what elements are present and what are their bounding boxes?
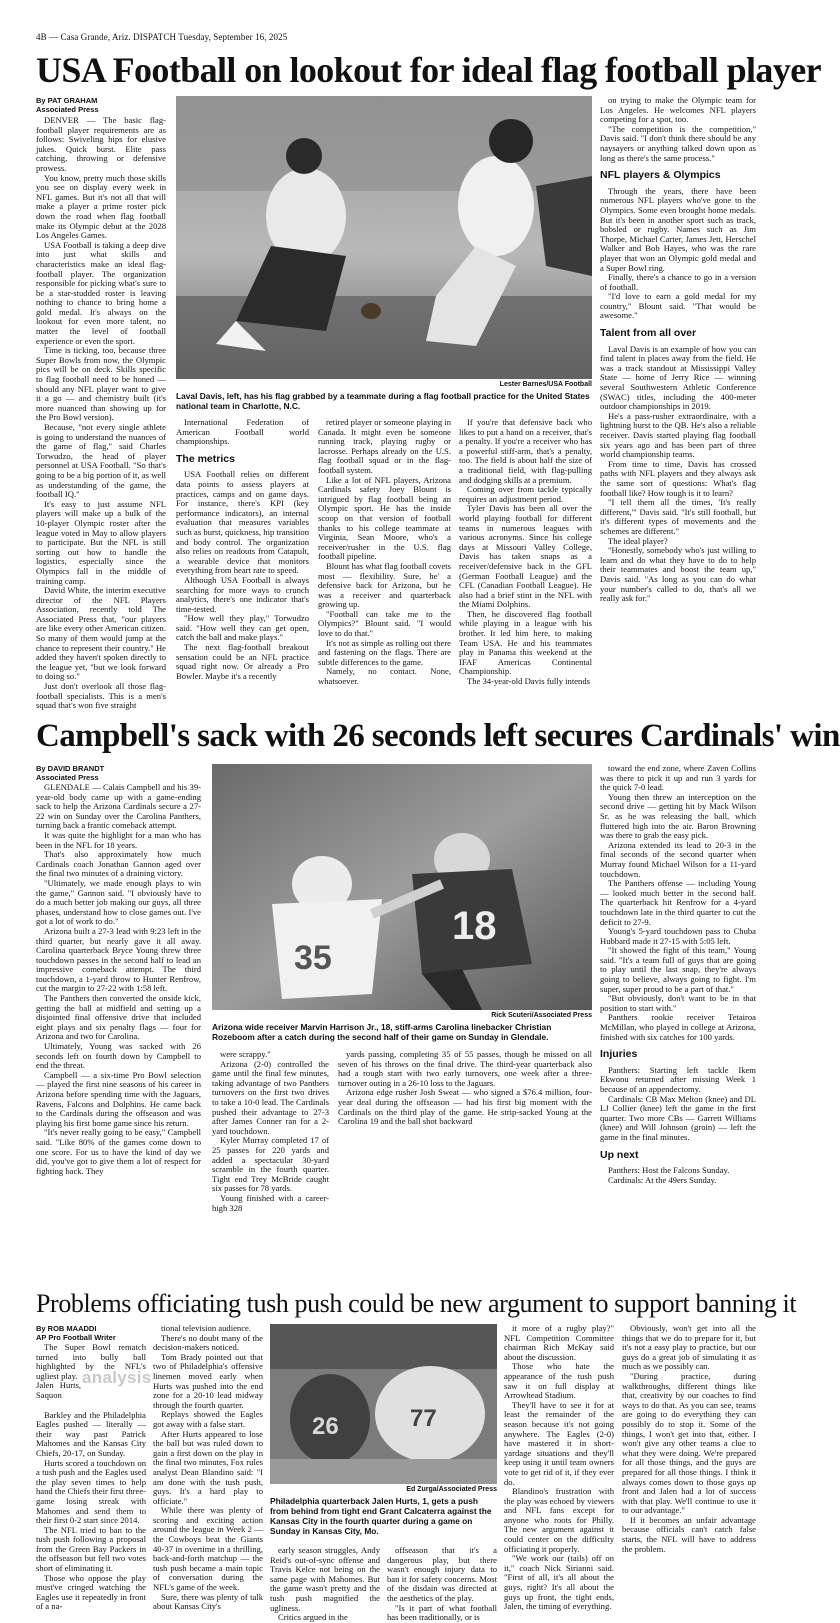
paragraph: If it becomes an unfair advantage because officials can't catch false starts, the NFL will have to address the problem.: [622, 1514, 756, 1554]
paragraph: Laval Davis is an example of how you can find talent in places away from the field. He was a track standout at Mississippi Valley State — home of Jerry Rice — winning several Southwestern Athletic Conference (SWAC) titles, including the 400-meter outdoor championships in 2019.: [600, 343, 756, 412]
paragraph: After Hurts appeared to lose the ball but was ruled down to gain a first down on the play in the final two minutes, Fox rules analyst Dean Blandino said: "I am done with the tush push, guys. It's a hard play to officiate.": [153, 1428, 263, 1506]
paragraph: Because, "not every single athlete is going to understand the nuances of the game of flag," said Charles Torwudzo, the head of player personnel at USA Football. "So that's going to be a big portion of it, as well as understanding of the game, the football IQ.": [36, 422, 166, 500]
paragraph: International Federation of American Football world championships.: [176, 417, 309, 447]
paragraph: The Panthers then converted the onside kick, getting the ball at midfield and setting up a disjointed final offensive drive that included eight plays and six penalty flags — four for Arizona and two for Carolina.: [36, 993, 201, 1042]
paragraph: Cardinals: CB Max Melton (knee) and DL LJ Collier (knee) left the game in the first quarter. Two more CBs — Garrett Williams (knee) and Will Johnson (groin) — left the game in the final minutes.: [600, 1093, 756, 1142]
paragraph: Panthers: Starting left tackle Ikem Ekwonu returned after missing Week 1 because of an appendectomy.: [600, 1064, 756, 1094]
paragraph: offseason that it's a dangerous play, but there wasn't enough injury data to ban it for safety concerns. Most of the disdain was directed at the aesthetics of the play.: [387, 1545, 497, 1603]
story1-column-5-bottom: [600, 345, 756, 604]
svg-text:26: 26: [312, 1413, 339, 1440]
paragraph: GLENDALE — Calais Campbell and his 39-year-old body came up with a game-ending sack to help the Arizona Cardinals secure a 27-22 win on Sunday over the Carolina Panthers, turning back a frantic comeback attempt.: [36, 782, 201, 831]
story1-column-1: [36, 116, 166, 712]
story2-photo-credit: Rick Scuteri/Associated Press: [491, 1012, 592, 1019]
paragraph: on trying to make the Olympic team for Los Angeles. He welcomes NFL players competing for a spot, too.: [600, 95, 756, 125]
story3-byline-org: AP Pro Football Writer: [36, 1333, 116, 1342]
paragraph: Those who hate the appearance of the tush push saw it on full display at Arrowhead Stadium.: [504, 1361, 614, 1401]
story2-column-4-up-next: [600, 1166, 756, 1185]
svg-text:18: 18: [452, 904, 497, 948]
story2-photo-illustration: [212, 764, 592, 1010]
paragraph: Kyler Murray completed 17 of 25 passes for 220 yards and added a spectacular 30-yard scramble in the fourth quarter. Tight end Trey McBride caught six passes for 78 yards.: [212, 1135, 329, 1194]
story1-headline: USA Football on lookout for ideal flag football player: [36, 50, 821, 90]
story1-column-5-top: [600, 96, 756, 163]
story3-column-5: [504, 1324, 614, 1614]
paragraph: Young's 5-yard touchdown pass to Chuba Hubbard made it 27-15 with 5:05 left.: [600, 926, 756, 946]
story3-analysis-kicker: analysis: [82, 1368, 152, 1387]
story1-byline: [36, 96, 166, 114]
paragraph: toward the end zone, where Zaven Collins was there to pick it up and run 3 yards for the quick 7-0 lead.: [600, 763, 756, 793]
paragraph: The NFL tried to ban to the tush push following a proposal from the Green Bay Packers in the offseason but fell two votes short of eliminating it.: [36, 1524, 146, 1574]
paragraph: From time to time, Davis has crossed paths with NFL players and they always ask the same sort of questions: What's flag football like? How tough is it to learn?: [600, 458, 756, 498]
paragraph: DENVER — The basic flag-football player requirements are as follows: Swiveling hips for elusive jukes. Quick burst. Elite pass catching, throwing or defensive prowess.: [36, 115, 166, 173]
paragraph: Blount has what flag football covets most — flexibility. Sure, he' a defensive back for Arizona, but he was a receiver and quarterback growing up.: [318, 560, 451, 610]
paragraph: were scrappy.": [220, 1049, 271, 1059]
paragraph: early season struggles, Andy Reid's out-of-sync offense and Travis Kelce not being on the same page with Mahomes. But the game wasn't pretty and the tush push magnified the ugliness.: [270, 1545, 380, 1613]
paragraph: Arizona edge rusher Josh Sweat — who signed a $76.4 million, four-year deal during the offseason — had his first big moment with the Cardinals on the third play of the game. He strip-sacked Young at the Carolina 19 and the ball shot backward: [338, 1087, 592, 1127]
paragraph: They'll have to see it for at least the remainder of the season because it's not going anywhere. The Eagles (2-0) have mastered it in short-yardage situations and they'll keep using it until team owners vote to get rid of it, if they ever do.: [504, 1399, 614, 1487]
paragraph: "Honestly, somebody who's just willing to learn and do what they have to do to help their teammates and boost the team up," Davis said. "As long as you can do what your number's called to do, that's all we really ask for.": [600, 545, 756, 604]
paragraph: If you're that defensive back who likes to put a hand on a receiver, that's a penalty. If you're a receiver who has a powerful stiff-arm, that's a penalty, too. The field is about half the size of a traditional field, with flag-pulling and dodging skills at a premium.: [459, 417, 592, 485]
paragraph: Those who oppose the play must've cringed watching the Eagles use it repeatedly in front of a na-: [36, 1572, 146, 1612]
paragraph: Then, he discovered flag football while playing in a league with his brother. It led him here, to making Team USA. He and his teammates play in Panama this weekend at the IFAF Americas Continental Championship.: [459, 608, 592, 677]
story3-photo-credit: Ed Zurga/Associated Press: [406, 1486, 497, 1493]
story3-byline-name: By ROB MAADDI: [36, 1324, 97, 1333]
svg-text:77: 77: [410, 1405, 437, 1432]
paragraph: "I'd love to earn a gold medal for my country," Blount said. "That would be awesome.": [600, 291, 756, 321]
story1-column-3: [318, 418, 451, 712]
story1-byline-name: By PAT GRAHAM: [36, 96, 98, 105]
paragraph: David White, the interim executive director of the NFL Players Association, recently told The Associated Press that, "our players are like every other American citizen. So many of them would jump at the chance to represent their country." He added they haven't spoken directly to the league yet, "but we look forward to doing so.": [36, 585, 166, 682]
paragraph: Obviously, won't get into all the things that we do to prepare for it, but it's not a easy play to practice, but our guys do a great job of simulating it as much as we possibly can.: [622, 1323, 756, 1372]
paragraph: Tom Brady pointed out that two of Philadelphia's offensive linemen moved early when Hurts was pushed into the end zone for a 20-10 lead midway through the fourth quarter.: [153, 1351, 263, 1410]
paragraph: yards passing, completing 35 of 55 passes, though he missed on all seven of his throws on the final drive. The third-year quarterback also had a rough start with two early turnovers, one week after a three-turnover outing in a 26-10 loss to the Jaguars.: [338, 1049, 592, 1088]
folio-line: 4B — Casa Grande, Ariz. DISPATCH Tuesday, September 16, 2025: [36, 32, 288, 42]
story2-byline-name: By DAVID BRANDT: [36, 764, 105, 773]
paragraph: it more of a rugby play?" NFL Competition Committee chairman Rich McKay said about the discussion.: [504, 1323, 614, 1362]
paragraph: While there was plenty of scoring and exciting action around the league in Week 2 — the Cowboys beat the Giants 40-37 in overtime in a thrilling, back-and-forth matchup — the tush push became a main topic of conversation during the NFL's game of the week.: [153, 1505, 263, 1593]
paragraph: Namely, no contact. None, whatsoever.: [318, 666, 451, 687]
paragraph: It was quite the highlight for a man who has been in the NFL for 18 years.: [36, 829, 201, 850]
paragraph: Barkley and the Philadelphia Eagles pushed — literally — their way past Patrick Mahomes and the Kansas City Chiefs, 20-17, on Sunday.: [36, 1409, 146, 1458]
paragraph: It's easy to just assume NFL players will make up a bulk of the 10-player Olympic roster after the league voted in May to allow players to participate. But the NFL is still sorting out how to handle the logistics, especially since the Olympics fall in the middle of training camp.: [36, 498, 166, 586]
paragraph: Tyler Davis has been all over the world playing football for different teams in numerous leagues with various acronyms. Since his college days at Missouri Valley College, Davis has taken snaps as a receiver/defensive back in the GFL (German Football League) and the CFL (Canadian Football League). He also had a brief stint in the NFL with the Miami Dolphins.: [459, 503, 592, 610]
story3-photo-caption: Philadelphia quarterback Jalen Hurts, 1, gets a push from behind from tight end Grant Calcaterra against the Kansas City in the fourth quarter during a game on Sunday in Kansas City, Mo.: [270, 1496, 492, 1536]
paragraph: It's not as simple as rolling out there and fastening on the flags. There are subtle differences to the game.: [318, 637, 451, 667]
story2-photo-caption: Arizona wide receiver Marvin Harrison Jr., 18, stiff-arms Carolina linebacker Christian Rozeboom after a catch during the second half of their game on Sunday in Glendale.: [212, 1022, 552, 1042]
story1-photo-caption: Laval Davis, left, has his flag grabbed by a teammate during a flag football practice for the United States national team in Charlotte, N.C.: [176, 391, 590, 411]
paragraph: Like a lot of NFL players, Arizona Cardinals safety Joey Blount is intrigued by flag football being an Olympic sport. He has the inside scoop on that version of football thanks to his college teammate at Virginia, Sean Moore, who's a receiver/rusher in the U.S. flag football pipeline.: [318, 474, 451, 562]
story2-byline: [36, 764, 201, 782]
story1-heading-nfl-players: NFL players & Olympics: [600, 169, 721, 182]
story3-photo-illustration: [270, 1324, 497, 1484]
story1-column-2-intro: [176, 418, 309, 447]
paragraph: Young then threw an interception on the second drive — getting hit by Mack Wilson Sr. as he was releasing the ball, which fluttered high into the air. Baron Browning was there to grab the easy pick.: [600, 791, 756, 841]
story1-heading-talent: Talent from all over: [600, 327, 697, 340]
paragraph: "But obviously, don't want to be in that position to start with.": [600, 993, 756, 1013]
story3-column-1-wrap: Jalen Hurts, Saquon: [36, 1380, 81, 1400]
paragraph: "The competition is the competition," Davis said. "I don't think there should be any naysayers or anything talked down upon as long as there's the same process.": [600, 123, 756, 163]
paragraph: Through the years, there have been numerous NFL players who've gone to the Olympics. Some even brought home medals. But it's been in another sport such as track, bobsled or rugby. Names such as Jim Thorpe, Michael Carter, James Jett, Herschel Walker and Bob Hayes, who was the rare player that won an Olympic gold medal and a Super Bowl ring.: [600, 185, 756, 273]
paragraph: That's also approximately how much Cardinals coach Jonathan Gannon aged over the final two minutes of a draining victory.: [36, 849, 201, 879]
story2-column-4: [600, 764, 756, 1281]
paragraph: Cardinals: At the 49ers Sunday.: [608, 1174, 717, 1185]
story2-column-4-injuries: [600, 1066, 756, 1143]
paragraph: "It showed the fight of this team," Young said. "It's a team full of guys that are going to play until the last snap, they're always going to believe, always going to fight. I'm super, super proud to be a part of that.": [600, 945, 756, 994]
paragraph: "Football can take me to the Olympics?" Blount said. "I would love to do that.": [318, 608, 451, 639]
paragraph: The Super Bowl rematch turned into bully ball highlighted by the NFL's ugliest play.: [36, 1342, 146, 1381]
story2-column-2: [212, 1050, 329, 1281]
story1-column-2: [176, 418, 309, 712]
story1-photo-illustration: [176, 96, 592, 379]
paragraph: You know, pretty much those skills you see on display every week in NFL games. But it's not all that will make a player a prime roster pick down the road when flag football make its Olympic debut at the 2028 Los Angeles Games.: [36, 172, 166, 241]
story1-byline-org: Associated Press: [36, 105, 99, 114]
paragraph: "We work our (tails) off on it," coach Nick Sirianni said. "First of all, it's all about the guys, right? It's all about the guys up front, the tight ends, Jalen, the timing of everything.: [504, 1553, 614, 1612]
story1-photo: [176, 96, 592, 379]
story2-headline: Campbell's sack with 26 seconds left secures Cardinals' win: [36, 718, 840, 754]
paragraph: Blandino's frustration with the play was echoed by viewers and NFL fans except for anyone who roots for Philly. The new argument against it could center on the difficulty officiating it properly.: [504, 1486, 614, 1554]
story3-column-4: [387, 1545, 497, 1623]
story2-byline-org: Associated Press: [36, 773, 99, 782]
paragraph: "Ultimately, we made enough plays to win the game," Gannon said. "I obviously have to do a much better job making our guys, all three phases, understand how to close games out. I've got a lot of work to do.": [36, 877, 201, 927]
paragraph: The Panthers offense — including Young — looked much better in the second half. The quarterback hit Renfrow for a 4-yard touchdown late in the third quarter to cut the deficit to 27-9.: [600, 878, 756, 927]
story3-column-2: [153, 1324, 263, 1614]
paragraph: "It's never really going to be easy," Campbell said. "Like 80% of the games come down to one score. For us to have the kind of day we did, you've got to give them a lot of respect for fighting back. They: [36, 1127, 201, 1176]
paragraph: Time is ticking, too, because three Super Bowls from now, the Olympic pics will be on deck. Skills specific to flag football need to be honed — should any NFL player want to give it a go — and chemistry built (it's more nuanced than showing up for the Pro Bowl version).: [36, 345, 166, 423]
story3-column-3: [270, 1545, 380, 1623]
paragraph: Ultimately, Young was sacked with 26 seconds left on fourth down by Campbell to end the threat.: [36, 1041, 201, 1071]
paragraph: He's a pass-rusher extraordinaire, with a lightning burst to the QB. He's also a reliable receiver. Davis started playing flag football six years ago and has been part of three world championship teams.: [600, 410, 756, 460]
paragraph: Young finished with a career-high 328: [212, 1192, 329, 1213]
paragraph: The 34-year-old Davis fully intends: [467, 676, 590, 687]
paragraph: "Is it part of what football has been traditionally, or is: [387, 1602, 497, 1623]
paragraph: Hurts scored a touchdown on a tush push and the Eagles used the play seven times to help hand the Chiefs their first three-game losing streak with Mahomes and send them to their first 0-2 start since 2014.: [36, 1457, 147, 1526]
story2-column-1: [36, 783, 201, 1281]
paragraph: Coming over from tackle typically requires an adjustment period.: [459, 484, 592, 504]
paragraph: Campbell — a six-time Pro Bowl selection — played the first nine seasons of his career in Arizona before spending time with the Jaguars, Ravens, Falcons and Dolphins. He came back to the Cardinals during the offseason and was playing his first home game since his return.: [36, 1069, 201, 1128]
paragraph: "During practice, during walkthroughs, different things like that, creativity by our coaches to find ways to do that. As you can see, teams are going to do everything they can possibly do to stop it. Some of the things, I won't get into that, either. I won't give any other teams a clue to what they were doing. We're prepared for all those things, and the guys are prepared for all those things. I think it always comes down to those guys up front and Jalen had a lot of success with that play. We'll continue to use it to our advantage.": [622, 1370, 756, 1516]
story3-headline: Problems officiating tush push could be new argument to support banning it: [36, 1289, 797, 1318]
story3-byline: [36, 1324, 146, 1342]
paragraph: The ideal player?: [608, 535, 668, 546]
paragraph: Panthers: Host the Falcons Sunday.: [608, 1165, 730, 1176]
svg-text:35: 35: [294, 939, 332, 977]
paragraph: Finally, there's a chance to go in a version of football.: [600, 272, 756, 292]
paragraph: Panthers rookie receiver Tetairoa McMillan, who played in college at Arizona, finished with six catches for 100 yards.: [600, 1012, 756, 1042]
story3-photo: [270, 1324, 497, 1484]
paragraph: Sure, there was plenty of talk about Kansas City's: [153, 1591, 263, 1612]
paragraph: The next flag-football breakout sensation could be an NFL practice squad right now. Or already a Pro Bowler. Maybe it's a recently: [176, 642, 309, 681]
paragraph: Arizona (2-0) controlled the game until the final few minutes, taking advantage of two Panthers turnovers on the first two drives to take a 10-0 lead. The Cardinals pushed their advantage to 27-3 after James Conner ran for a 2-yard touchdown.: [212, 1058, 329, 1136]
story2-column-4-top: [600, 764, 756, 1042]
story1-column-2-body: [176, 470, 309, 681]
paragraph: Just don't overlook all those flag-football specialists. This is a men's squad that's won five straight: [36, 681, 166, 711]
story3-column-6: [622, 1324, 756, 1614]
paragraph: retired player or someone playing in Canada. It might even be someone running track, playing rugby or lacrosse. Perhaps already on the U.S. flag football squad or in the flag-football system.: [318, 417, 451, 475]
story2-heading-injuries: Injuries: [600, 1048, 638, 1061]
paragraph: There's no doubt many of the decision-makers noticed.: [153, 1332, 263, 1353]
story1-column-4: [459, 418, 592, 712]
paragraph: "How well they play," Torwudzo said. "How well they can get open, catch the ball and make plays.": [176, 613, 309, 643]
paragraph: Critics argued in the: [278, 1612, 348, 1623]
paragraph: USA Football relies on different data points to assess players at practices, camps and on game days. For instance, there's KPI (key performance indicators), an internal evaluation that measures variables such as burst, quickness, hip transition and body control. The organization also relies on readouts from Catapult, a wearable device that monitors everything from heart rate to speed.: [176, 469, 309, 576]
paragraph: Although USA Football is always searching for more ways to crunch analytics, there's one indicator that's time-tested.: [176, 574, 309, 614]
story1-column-5-mid: [600, 187, 756, 321]
story1-photo-credit: Lester Barnes/USA Football: [499, 381, 592, 388]
paragraph: "I tell them all the times, 'It's really different,'" Davis said. "It's still football, but it's different types of movements and the schemes are different.": [600, 497, 756, 536]
story1-heading-metrics: The metrics: [176, 452, 235, 465]
paragraph: USA Football is taking a deep dive into just what skills and characteristics make an ideal flag-football player. The organization responsible for picking what's sure to be a star-studded roster is leaving nothing to chance to bring home a gold medal. It's always on the lookout for even more talent, no matter the level of football experience or even the sport.: [36, 239, 166, 346]
paragraph: Replays showed the Eagles got away with a false start.: [153, 1409, 263, 1429]
story3-column-1-body: [36, 1411, 146, 1612]
paragraph: Arizona built a 27-3 lead with 9:23 left in the third quarter, but nearly gave it all away. Carolina quarterback Bryce Young threw three touchdown passes in the second half to lead an impressive comeback attempt. The third touchdown, a 1-yard throw to Hunter Renfrow, cut the margin to 27-22 with 1:58 left.: [36, 925, 201, 994]
paragraph: Arizona extended its lead to 20-3 in the final seconds of the second quarter when Murray found Michael Wilson for a 11-yard touchdown.: [600, 839, 756, 879]
story2-photo: [212, 764, 592, 1010]
story2-heading-up-next: Up next: [600, 1148, 639, 1161]
story2-column-3: [338, 1050, 592, 1281]
story1-column-5: [600, 96, 756, 712]
paragraph: tional television audience.: [161, 1323, 251, 1333]
